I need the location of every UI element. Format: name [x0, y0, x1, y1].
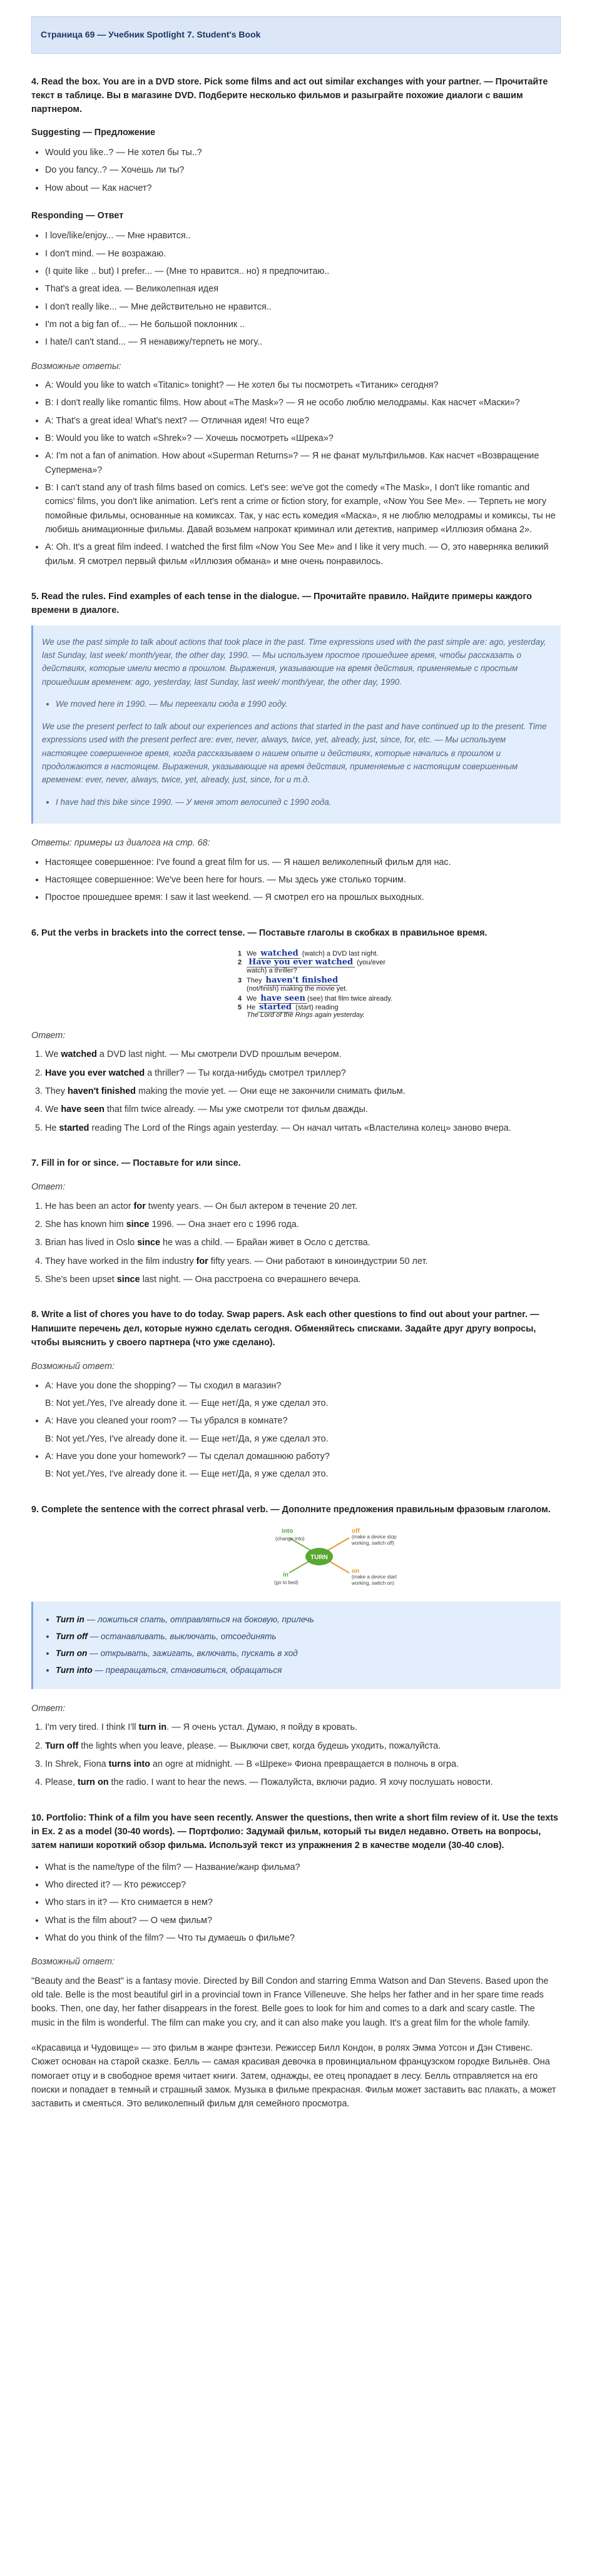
list-item: 2. She has known him since 1996. — Она знает его с 1996 года. — [45, 1218, 561, 1231]
list-item: 3. They haven't finished making the movie yet. — Они еще не закончили снимать фильм. — [45, 1084, 561, 1098]
dialogue-list — [31, 378, 561, 568]
task9-answers — [31, 1720, 561, 1789]
worksheet-line: 2 Have you ever watched (you/ever — [238, 957, 385, 967]
task8-answers — [31, 1379, 561, 1482]
list-item: B: Not yet./Yes, I've already done it. — Еще нет/Да, я уже сделал это. — [45, 1398, 329, 1408]
list-item: • I love/like/enjoy... — Мне нравится.. — [45, 229, 561, 243]
list-item: • Настоящее совершенное: We've been here for hours. — Мы здесь уже столько торчим. — [45, 873, 561, 887]
list-item: 1. He has been an actor for twenty years. — Он был актером в течение 20 лет. — [45, 1200, 561, 1213]
task7-title: 7. Fill in for or since. — Поставьте for или since. — [31, 1158, 241, 1168]
task10-title: 10. Portfolio: Think of a film you have seen recently. Answer the questions, then write a short film review of it. Use the texts in Ex. 2 as a model (30-40 words). — Портфолио: Задумай фильм, который ты видел недавно. Ответь на вопросы, затем напиши короткий обзор фильма. Используй текст из упражнения 2 в качестве модели (30-40 слов). — [31, 1812, 559, 1851]
in-label: in — [283, 1571, 288, 1578]
list-item: • B: I can't stand any of trash films based on comics. Let's see: we've got the comedy «The Mask», I don't like romantic and comics' films, you don't like animation. Let's rent a crime or fiction story, for example, «Now You See Me». — Терпеть не могу помойные фильмы, основанные на комиксах. Так, у нас есть комедия «Маска», я не люблю мелодрамы и комиксы, ты не любишь анимационные фильмы. Давай возьмем напрокат криминал или детектив, например «Иллюзия обмана 2». — [45, 481, 561, 537]
task10-questions — [31, 1861, 561, 1946]
task4-title: 4. Read the box. You are in a DVD store. Pick some films and act out similar exchanges with your partner. — Прочитайте текст в таблице. Вы в магазине DVD. Подберите несколько фильмов и разыграйте похожие диалоги с вашим партнером. — [31, 76, 548, 115]
list-item: • Would you like..? — Не хотел бы ты..? — [45, 146, 561, 159]
turn-label: TURN — [310, 1553, 328, 1561]
list-item: 3. Brian has lived in Oslo since he was a child. — Брайан живет в Осло с детства. — [45, 1236, 561, 1250]
list-item: • I hate/I can't stand... — Я ненавижу/терпеть не могу.. — [45, 335, 561, 349]
list-item: 1. I'm very tired. I think I'll turn in. — Я очень устал. Думаю, я пойду в кровать. — [45, 1720, 561, 1734]
list-item: B: Not yet./Yes, I've already done it. — Еще нет/Да, я уже сделал это. — [45, 1469, 329, 1480]
into-sub: (change into) — [275, 1535, 305, 1542]
list-item: 1. We watched a DVD last night. — Мы смотрели DVD прошлым вечером. — [45, 1048, 561, 1061]
suggesting-label: Suggesting — Предложение — [31, 127, 156, 138]
on-sub: (make a device start working, switch on) — [352, 1573, 397, 1586]
phrasal-verb-diagram — [244, 1524, 407, 1593]
answer-label: Ответ: — [31, 1182, 66, 1193]
tense-examples-list — [31, 856, 561, 905]
list-item: • A: Have you done your homework? — Ты сделал домашнюю работу? — [45, 1450, 561, 1463]
worksheet-line: The Lord of the Rings again yesterday. — [247, 1011, 365, 1019]
review-russian: «Красавица и Чудовище» — это фильм в жанре фэнтези. Режиссер Билл Кондон, в ролях Эмма Уотсон и Дэн Стивенс. Сюжет основан на старой сказке. Белль — самая красивая девочка в провинциальном французском городке Вильнёв. Она помогает отцу и в свободное время читает книги. Затем, однажды, ее отец пропадает в лесу. Белль отправляется на его поиски и попадает в темный и страшный замок. Музыка в фильме прекрасная. Фильм может заставить вас плакать, а может заставить и смеяться. Это великолепный фильм для семейного просмотра. — [31, 2043, 556, 2109]
list-item: • Простое прошедшее время: I saw it last weekend. — Я смотрел его на прошлых выходных. — [45, 891, 561, 904]
list-item: • Настоящее совершенное: I've found a great film for us. — Я нашел великолепный фильм для нас. — [45, 856, 561, 869]
on-label: on — [352, 1567, 360, 1575]
list-item: • Turn on — открывать, зажигать, включать, пускать в ход — [56, 1647, 552, 1660]
list-item: • What is the film about? — О чем фильм? — [45, 1914, 561, 1927]
list-item: • (I quite like .. but) I prefer... — (Мне то нравится.. но) я предпочитаю.. — [45, 265, 561, 278]
page-header — [31, 16, 561, 54]
answer-label: Ответ: — [31, 1030, 66, 1041]
into-label: into — [282, 1527, 293, 1535]
task9-title: 9. Complete the sentence with the correct phrasal verb. — Дополните предложения правильным фразовым глаголом. — [31, 1504, 551, 1515]
worksheet-line: watch) a thriller? — [247, 966, 297, 974]
task6-answers — [31, 1048, 561, 1135]
list-item: 5. He started reading The Lord of the Rings again yesterday. — Он начал читать «Властелина колец» заново вчера. — [45, 1121, 561, 1135]
task6-title: 6. Put the verbs in brackets into the correct tense. — Поставьте глаголы в скобках в правильное время. — [31, 927, 487, 938]
phrasal-verb-diagram-svg — [244, 1524, 407, 1593]
list-item: • Who directed it? — Кто режиссер? — [45, 1878, 561, 1892]
list-item: 3. In Shrek, Fiona turns into an ogre at midnight. — В «Шреке» Фиона превращается в полночь в огра. — [45, 1757, 561, 1771]
list-item: • That's a great idea. — Великолепная идея — [45, 282, 561, 296]
review-english: "Beauty and the Beast" is a fantasy movie. Directed by Bill Condon and starring Emma Watson and Dan Stevens. Based upon the old tale. Belle is the most beautiful girl in a provincial town in France Villeneuve. She helps her father and in her spare time reads books. Then, one day, her father disappears in the forest. Belle goes to look for him and comes to a dark and scary castle. The music in the film is wonderful. The film can make you cry, and it can also make you laugh. It's a great film for the whole family. — [31, 1976, 549, 2028]
answer-label: Ответ: — [31, 1704, 66, 1714]
rule-example: • We moved here in 1990. — Мы переехали сюда в 1990 году. — [56, 697, 552, 710]
top-strip — [31, 0, 561, 5]
task5-title: 5. Read the rules. Find examples of each tense in the dialogue. — Прочитайте правило. Найдите примеры каждого времени в диалоге. — [31, 591, 532, 616]
list-item: • Who stars in it? — Кто снимается в нем? — [45, 1896, 561, 1909]
list-item: 5. She's been upset since last night. — Она расстроена со вчерашнего вечера. — [45, 1273, 561, 1286]
possible-answer-label: Возможный ответ: — [31, 1361, 115, 1372]
list-item: • A: Would you like to watch «Titanic» tonight? — Не хотел бы ты посмотреть «Титаник» сегодня? — [45, 378, 561, 392]
list-item: • A: Have you done the shopping? — Ты сходил в магазин? — [45, 1379, 561, 1393]
possible-answers-label: Возможные ответы: — [31, 361, 121, 371]
rule-example: • I have had this bike since 1990. — У меня этот велосипед с 1990 года. — [56, 796, 552, 809]
worksheet-line: 5 He started (start) reading — [238, 1002, 339, 1012]
list-item: 4. They have worked in the film industry for fifty years. — Они работают в киноиндустрии 50 лет. — [45, 1255, 561, 1268]
list-item: 4. Please, turn on the radio. I want to hear the news. — Пожалуйста, включи радио. Я хочу послушать новости. — [45, 1775, 561, 1789]
list-item: • I don't mind. — Не возражаю. — [45, 247, 561, 261]
list-item: B: Not yet./Yes, I've already done it. — Еще нет/Да, я уже сделал это. — [45, 1433, 329, 1444]
list-item: 4. We have seen that film twice already. — Мы уже смотрели тот фильм дважды. — [45, 1103, 561, 1116]
worksheet-line: 4 We have seen (see) that film twice already. — [238, 993, 393, 1003]
list-item: • A: That's a great idea! What's next? — Отличная идея! Что еще? — [45, 414, 561, 428]
list-item: • A: I'm not a fan of animation. How about «Superman Returns»? — Я не фанат мультфильмов. Как насчет «Возвращение Супермена»? — [45, 449, 561, 477]
list-item: 2. Have you ever watched a thriller? — Ты когда-нибудь смотрел триллер? — [45, 1066, 561, 1080]
rule-box — [31, 625, 561, 824]
worksheet-line: 3 They haven't finished — [238, 974, 340, 987]
in-sub: (go to bed) — [274, 1579, 299, 1585]
list-item: • B: Would you like to watch «Shrek»? — Хочешь посмотреть «Шрека»? — [45, 432, 561, 445]
list-item: • Turn into — превращаться, становиться, обращаться — [56, 1664, 552, 1677]
worksheet-image — [238, 947, 444, 1019]
task7-answers — [31, 1200, 561, 1287]
list-item: • Turn in — ложиться спать, отправляться на боковую, прилечь — [56, 1613, 552, 1626]
worksheet-line: (not/finish) making the movie yet. — [247, 984, 348, 993]
list-item: • Turn off — останавливать, выключать, отсоединять — [56, 1630, 552, 1643]
answers-label: Ответы: примеры из диалога на стр. 68: — [31, 838, 210, 849]
list-item: • Do you fancy..? — Хочешь ли ты? — [45, 163, 561, 177]
list-item: 2. Turn off the lights when you leave, please. — Выключи свет, когда будешь уходить, пожалуйста. — [45, 1739, 561, 1753]
rule-past-simple: We use the past simple to talk about actions that took place in the past. Time expressions used with the past simple are: ago, yesterday, last Sunday, last week/ month/year, the other day, 1990. — Мы используем простое прошедшее время, чтобы рассказать о действиях, которые имели место в прошлом. Выражения, указывающие на время действия, применяемые с простым прошедшим временем: ago, yesterday, last Sunday, last week/ month/year, the other day, 1990. — [42, 637, 546, 687]
list-item: • A: Have you cleaned your room? — Ты убрался в комнате? — [45, 1414, 561, 1428]
rule-present-perfect: We use the present perfect to talk about our experiences and actions that started in the past and have continued up to the present. Time expressions used with the present perfect are: ever, never, always, twice, yet, already, just, since, for, etc. — Мы используем настоящее совершенное время, когда рассказываем о нашем опыте и действиях, которые начались в прошлом и продолжаются в настоящем. Выражения, указывающие на время действия, применяемые с настоящим совершенным временем: ever, never, always, twice, yet, already, just, since, for и т.д. — [42, 721, 547, 785]
list-item: • How about — Как насчет? — [45, 181, 561, 195]
responding-list — [31, 229, 561, 349]
list-item: • I'm not a big fan of... — Не большой поклонник .. — [45, 318, 561, 331]
off-label: off — [352, 1527, 360, 1535]
list-item: • A: Oh. It's a great film indeed. I watched the first film «Now You See Me» and I like it very much. — О, это наверняка великий фильм. Я смотрел первый фильм «Иллюзия обмана» и мне очень понравилось. — [45, 540, 561, 568]
possible-answer-label: Возможный ответ: — [31, 1957, 115, 1967]
off-sub: (make a device stop working, switch off) — [352, 1533, 397, 1546]
page-header-title: Страница 69 — Учебник Spotlight 7. Student's Book — [41, 29, 261, 39]
worksheet-line: 1 We watched (watch) a DVD last night. — [238, 948, 379, 958]
list-item: • I don't really like... — Мне действительно не нравится.. — [45, 300, 561, 314]
task8-title: 8. Write a list of chores you have to do today. Swap papers. Ask each other questions to find out about your partner. — Напишите перечень дел, которые нужно сделать сегодня. Обменяйтесь списками. Задайте друг другу вопросы, чтобы выяснить у своего партнера (что уже сделано). — [31, 1310, 539, 1348]
phrasal-definitions-box — [31, 1602, 561, 1689]
responding-label: Responding — Ответ — [31, 210, 124, 221]
list-item: • B: I don't really like romantic films. How about «The Mask»? — Я не особо люблю мелодрамы. Как насчет «Маски»? — [45, 396, 561, 410]
list-item: • What do you think of the film? — Что ты думаешь о фильме? — [45, 1931, 561, 1945]
suggesting-list — [31, 146, 561, 195]
list-item: • What is the name/type of the film? — Название/жанр фильма? — [45, 1861, 561, 1874]
